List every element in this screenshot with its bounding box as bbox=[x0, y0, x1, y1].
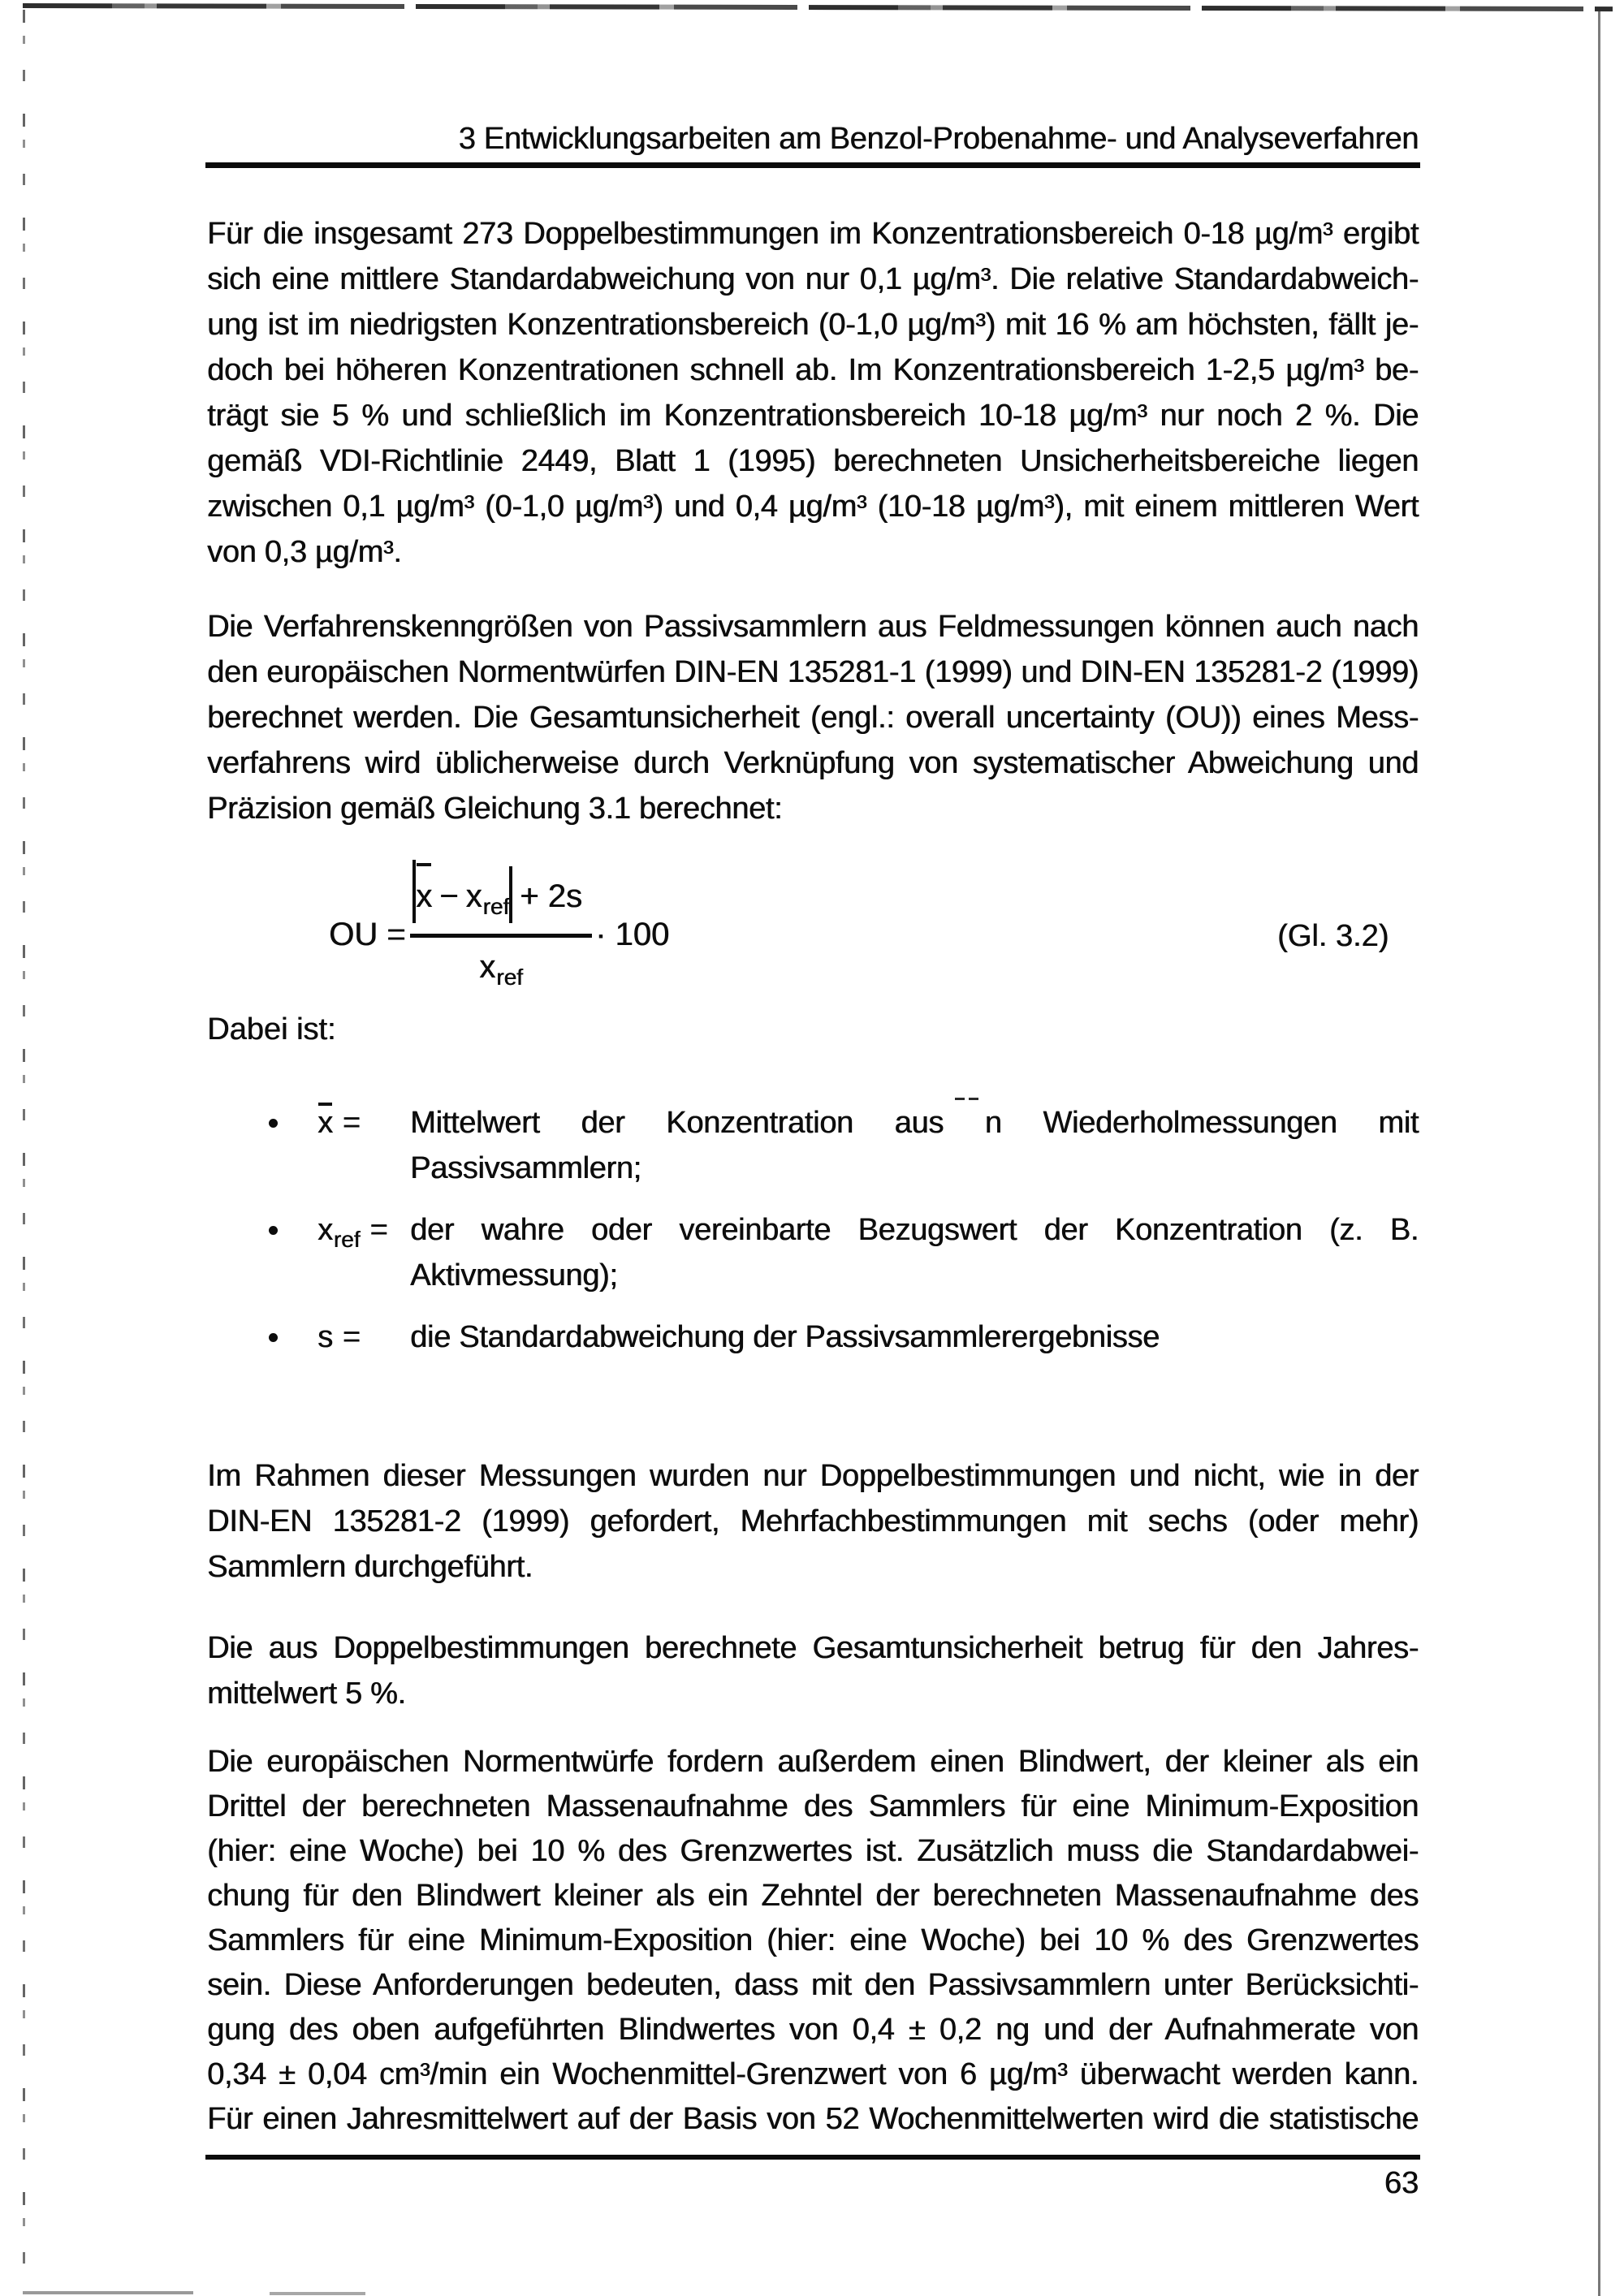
paragraph-1 bbox=[207, 211, 1419, 575]
text-line: 0,34 ± 0,04 cm³/min ein Wochenmittel-Grenzwert von 6 µg/m³ überwacht werden kann. bbox=[207, 2057, 1419, 2091]
footer-rule bbox=[205, 2155, 1420, 2160]
page-number: 63 bbox=[1384, 2166, 1419, 2200]
text-line: sein. Diese Anforderungen bedeuten, dass mit den Passivsammlern unter Berücksichti- bbox=[207, 1968, 1419, 2002]
header-rule bbox=[205, 162, 1420, 168]
bullet-marker-icon bbox=[269, 1333, 278, 1342]
equation-lhs: OU = bbox=[329, 917, 406, 952]
text-line: die Standardabweichung der Passivsammlerergebnisse bbox=[410, 1320, 1160, 1354]
bullet-symbol: $x_{ref}$ = bbox=[317, 1213, 388, 1252]
bullet-item-x-ref bbox=[207, 1207, 1419, 1298]
equation-fraction bbox=[410, 861, 592, 996]
text-line: der wahre oder vereinbarte Bezugswert der Konzentration (z. B. bbox=[410, 1213, 1419, 1247]
bullet-definition bbox=[410, 1100, 1419, 1191]
text-line: sich eine mittlere Standardabweichung von nur 0,1 µg/m³. Die relative Standardabweich- bbox=[207, 262, 1419, 296]
text-line: doch bei höheren Konzentrationen schnell ab. Im Konzentrationsbereich 1-2,5 µg/m³ be- bbox=[207, 353, 1419, 387]
text-line: (hier: eine Woche) bei 10 % des Grenzwertes ist. Zusätzlich muss die Standardabwei- bbox=[207, 1834, 1419, 1868]
bullet-marker-icon bbox=[269, 1226, 278, 1235]
text-line: chung für den Blindwert kleiner als ein Zehntel der berechneten Massenaufnahme des bbox=[207, 1879, 1419, 1913]
text-line: von 0,3 µg/m³. bbox=[207, 535, 402, 569]
equation bbox=[207, 861, 1419, 1019]
abs-bar-icon bbox=[509, 866, 512, 923]
text-line: mittelwert 5 %. bbox=[207, 1677, 406, 1711]
text-line: gung des oben aufgeführten Blindwertes von 0,4 ± 0,2 ng und der Aufnahmerate von bbox=[207, 2013, 1419, 2047]
plus-term: + 2s bbox=[520, 878, 582, 914]
equation-multiplier: · 100 bbox=[595, 917, 670, 952]
text-line: ung ist im niedrigsten Konzentrationsbereich (0-1,0 µg/m³) mit 16 % am höchsten, fällt je- bbox=[207, 308, 1419, 342]
text-line: Aktivmessung); bbox=[410, 1258, 618, 1293]
text-line: Die europäischen Normentwürfe fordern außerdem einen Blindwert, der kleiner als ein bbox=[207, 1745, 1419, 1779]
text-line: Die aus Doppelbestimmungen berechnete Gesamtunsicherheit betrug für den Jahres- bbox=[207, 1631, 1419, 1665]
text-line: gemäß VDI-Richtlinie 2449, Blatt 1 (1995) berechneten Unsicherheitsbereiche liegen bbox=[207, 444, 1419, 478]
text-line: Die Verfahrenskenngrößen von Passivsammlern aus Feldmessungen können auch nach bbox=[207, 610, 1419, 644]
bullet-definition bbox=[410, 1207, 1419, 1298]
text-line: Präzision gemäß Gleichung 3.1 berechnet: bbox=[207, 792, 783, 826]
equation-denominator: $x_{ref}$ bbox=[479, 949, 523, 990]
bullet-symbol: x = bbox=[317, 1100, 361, 1146]
scan-artifact-top-line bbox=[23, 3, 1613, 11]
text-line: berechnet werden. Die Gesamtunsicherheit (engl.: overall uncertainty (OU)) eines Mess- bbox=[207, 701, 1419, 735]
text-line: Passivsammlern; bbox=[410, 1151, 641, 1185]
text-line: Im Rahmen dieser Messungen wurden nur Doppelbestimmungen und nicht, wie in der bbox=[207, 1459, 1419, 1493]
bullet-item-x-mean bbox=[207, 1100, 1419, 1191]
scan-artifact-bottom-line bbox=[23, 2291, 193, 2294]
bullet-definition bbox=[410, 1314, 1419, 1360]
paragraph-5 bbox=[207, 1740, 1419, 2142]
equation-numerator bbox=[410, 861, 592, 932]
minus-operator: − bbox=[439, 878, 459, 914]
scan-artifact-left-line bbox=[23, 10, 25, 2290]
text-line: verfahrens wird üblicherweise durch Verknüpfung von systematischer Abweichung und bbox=[207, 746, 1419, 780]
text-line: Mittelwert der Konzentration aus n Wiederholmessungen mit bbox=[410, 1106, 1419, 1140]
text-line: Sammlern durchgeführt. bbox=[207, 1550, 533, 1584]
bullet-item-s bbox=[207, 1314, 1419, 1360]
x-mean-symbol: x bbox=[416, 861, 432, 932]
text-line: trägt sie 5 % und schließlich im Konzentrationsbereich 10-18 µg/m³ nur noch 2 %. Die bbox=[207, 399, 1419, 433]
equation-label: (Gl. 3.2) bbox=[1277, 919, 1389, 953]
scan-artifact-right-line bbox=[1598, 11, 1600, 2296]
paragraph-3 bbox=[207, 1453, 1419, 1590]
bullet-symbol: s = bbox=[317, 1320, 361, 1354]
chapter-header: 3 Entwicklungsarbeiten am Benzol-Probenahme- und Analyseverfahren bbox=[458, 122, 1419, 156]
bullet-marker-icon bbox=[269, 1119, 278, 1128]
scan-artifact-bottom-line bbox=[270, 2292, 365, 2295]
text-line: Sammlers für eine Minimum-Exposition (hier: eine Woche) bei 10 % des Grenzwertes bbox=[207, 1923, 1419, 1957]
paragraph-2 bbox=[207, 604, 1419, 831]
text-line: den europäischen Normentwürfen DIN-EN 135281-1 (1999) und DIN-EN 135281-2 (1999) bbox=[207, 655, 1419, 689]
text-line: Für die insgesamt 273 Doppelbestimmungen im Konzentrationsbereich 0-18 µg/m³ ergibt bbox=[207, 217, 1419, 251]
paragraph-4 bbox=[207, 1625, 1419, 1716]
text-line: Drittel der berechneten Massenaufnahme des Sammlers für eine Minimum-Exposition bbox=[207, 1789, 1419, 1823]
definitions-intro: Dabei ist: bbox=[207, 1012, 336, 1047]
x-ref-symbol: $x_{ref}$ bbox=[465, 878, 510, 919]
text-line: Für einen Jahresmittelwert auf der Basis von 52 Wochenmittelwerten wird die statistische bbox=[207, 2102, 1419, 2136]
text-line: DIN-EN 135281-2 (1999) gefordert, Mehrfachbestimmungen mit sechs (oder mehr) bbox=[207, 1504, 1419, 1539]
text-line: zwischen 0,1 µg/m³ (0-1,0 µg/m³) und 0,4 µg/m³ (10-18 µg/m³), mit einem mittleren Wert bbox=[207, 490, 1419, 524]
